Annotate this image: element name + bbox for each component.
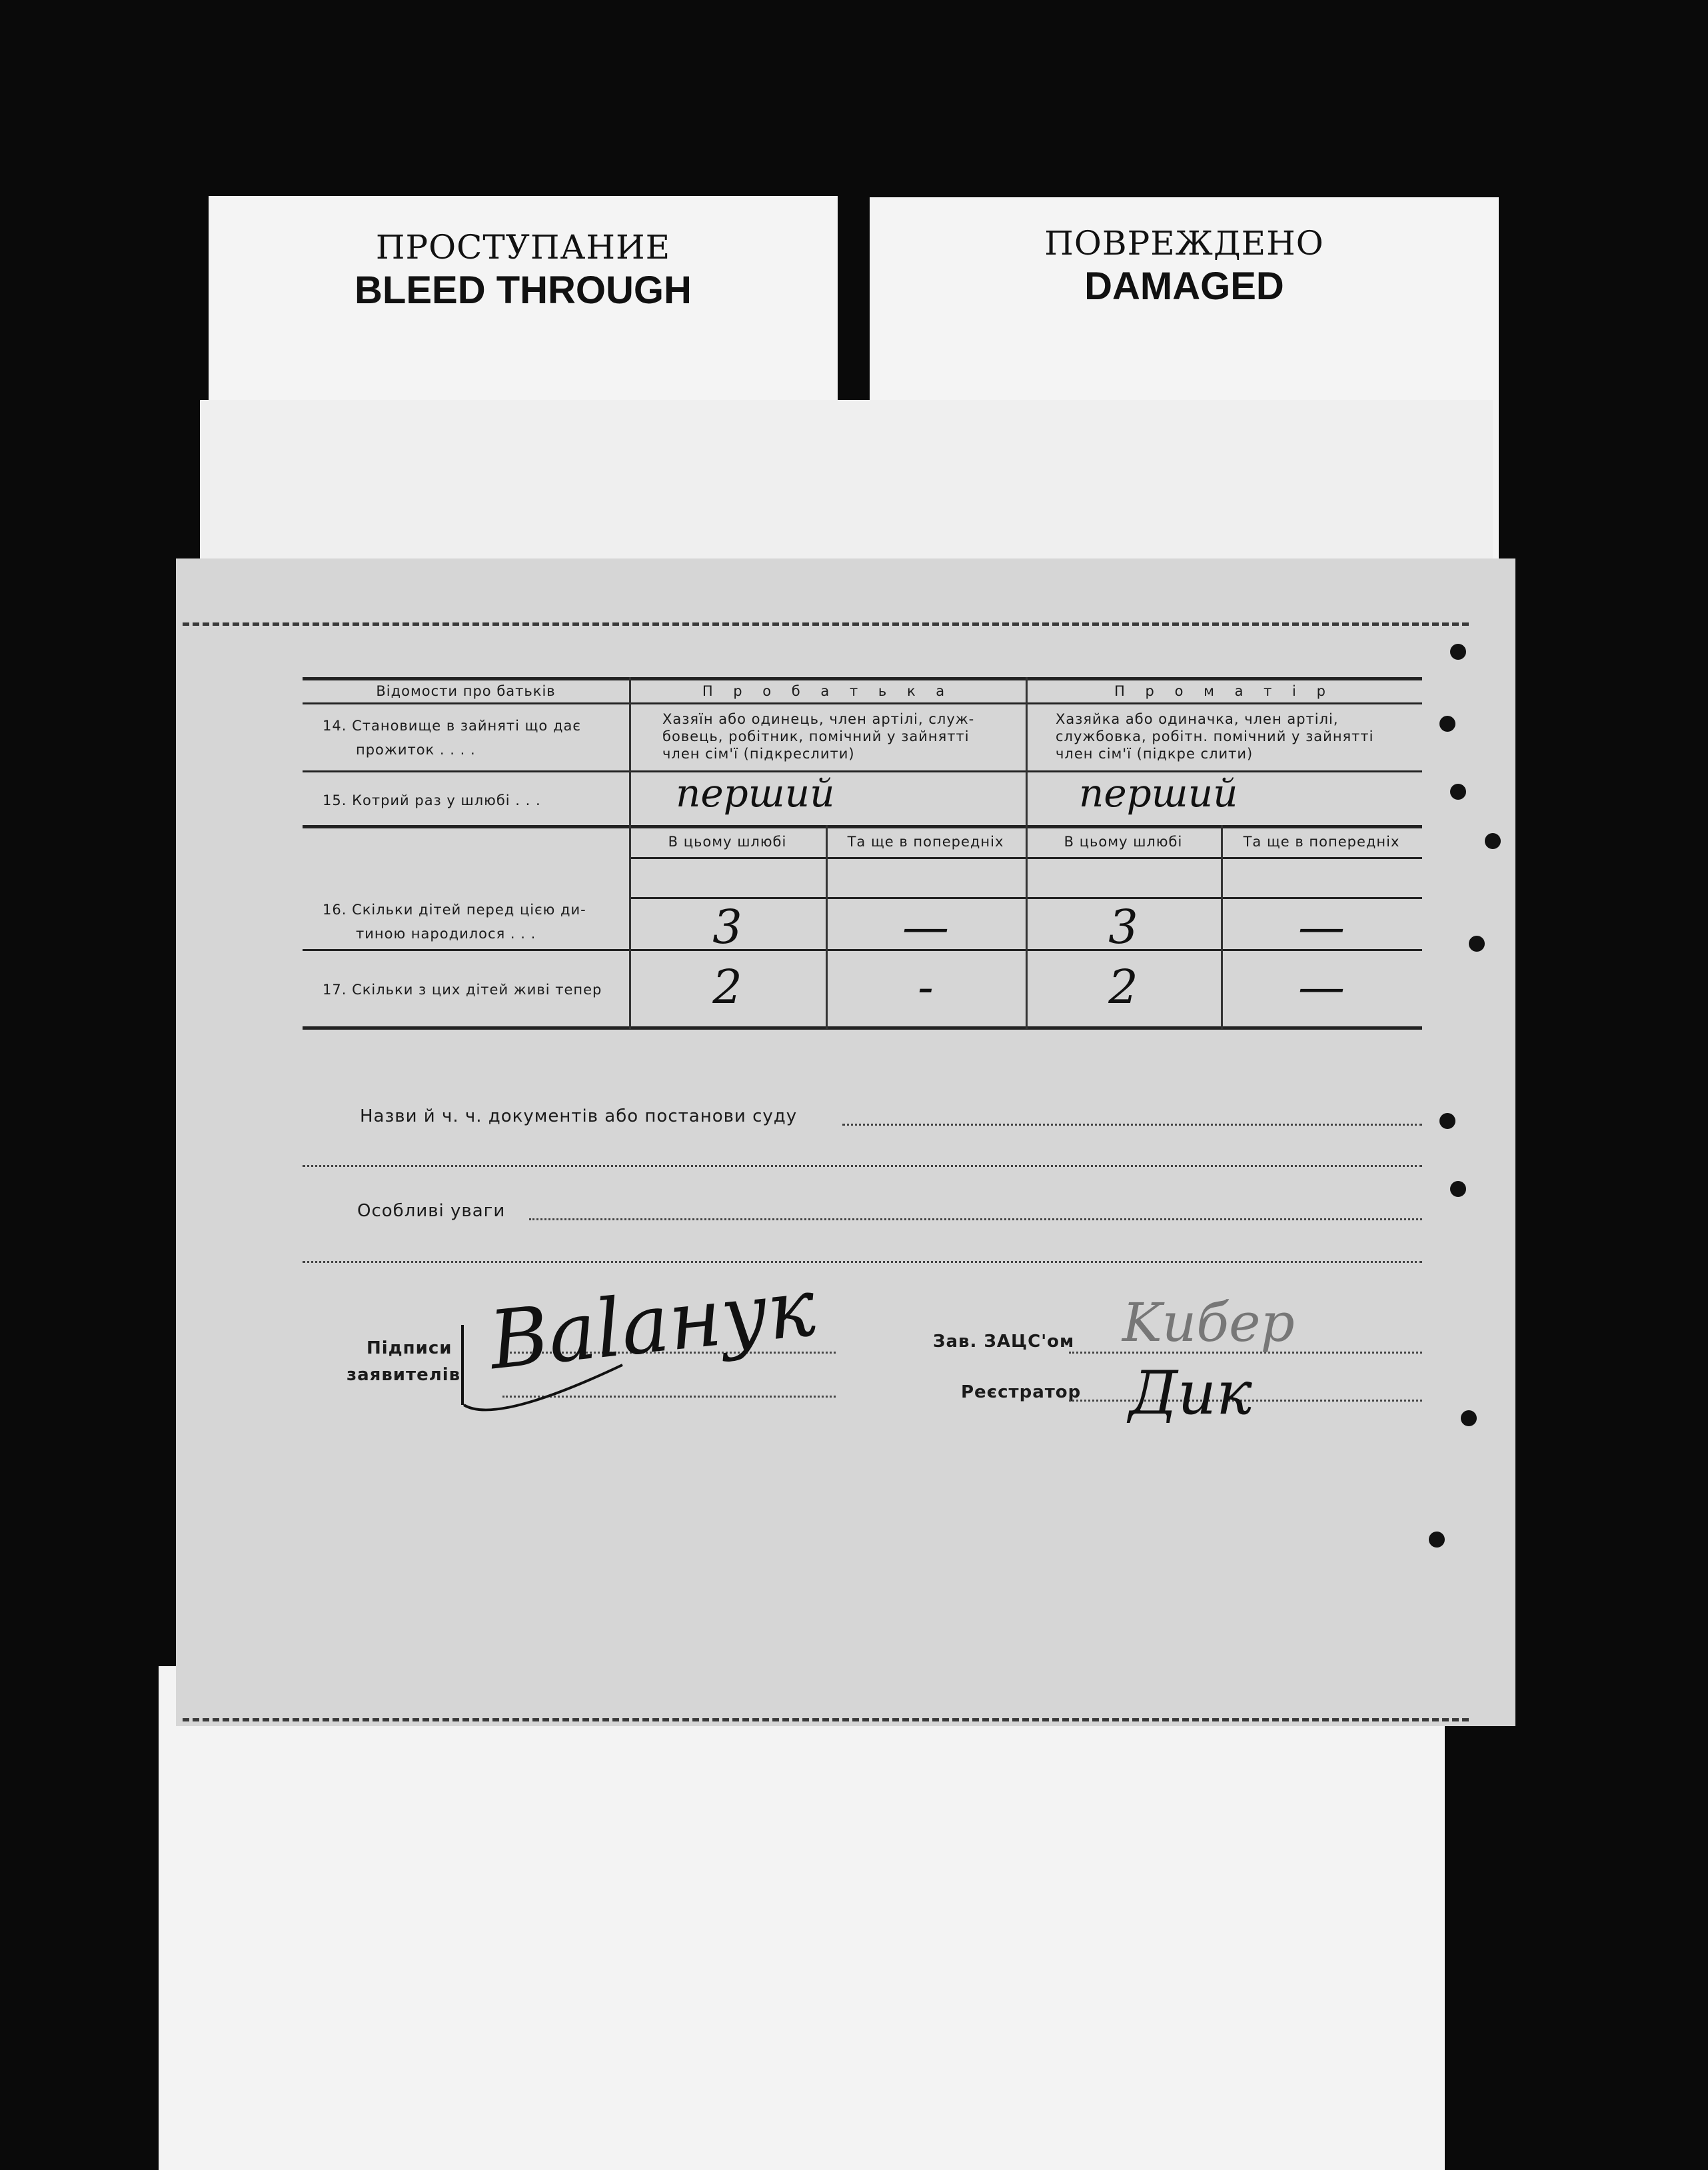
subheader-mother-this: В цьому шлюбі — [1064, 834, 1183, 850]
row16-label-2: тиною народилося . . . — [356, 926, 536, 942]
registration-form-page — [176, 558, 1515, 1726]
punch-hole — [1469, 936, 1485, 952]
bleed-through-ru: ПРОСТУПАНИЕ — [375, 228, 671, 267]
punch-hole — [1450, 1181, 1466, 1197]
row17-mother-this: 2 — [1108, 960, 1138, 1014]
header-father: П р о б а т ь к а — [702, 683, 953, 699]
subheader-father-previous: Та ще в попередніх — [847, 834, 1004, 850]
damaged-en: DAMAGED — [1084, 265, 1284, 308]
head-zags-label: Зав. ЗАЦС'ом — [933, 1332, 1075, 1352]
punch-hole — [1461, 1410, 1477, 1426]
bleed-through-en: BLEED THROUGH — [355, 269, 692, 312]
punch-hole — [1450, 644, 1466, 660]
row14-label-1: 14. Становище в зайняті що дає — [323, 718, 581, 734]
subheader-father-this: В цьому шлюбі — [668, 834, 787, 850]
applicants-label-2: заявителів — [347, 1365, 461, 1385]
applicant-signature: Balaнук — [485, 1261, 820, 1388]
row16-father-previous: — — [902, 900, 949, 954]
punch-hole — [1450, 784, 1466, 800]
row17-father-previous: - — [918, 960, 934, 1014]
perforation-bottom — [183, 1718, 1469, 1721]
row14-mother-3: член сім'ї (підкре слити) — [1056, 746, 1254, 762]
parents-info-table — [303, 677, 1422, 1014]
documents-line-1 — [842, 1124, 1422, 1126]
notes-line-1 — [529, 1218, 1422, 1220]
documents-line-2 — [303, 1165, 1422, 1167]
subheader-mother-previous: Та ще в попередніх — [1243, 834, 1400, 850]
row14-father-2: бовець, робітник, помічний у зайнятті — [662, 728, 970, 744]
row14-label-2: прожиток . . . . — [356, 742, 476, 758]
header-mother: П р о м а т і р — [1114, 683, 1333, 699]
documents-label: Назви й ч. ч. документів або постанови суду — [360, 1106, 798, 1126]
row17-mother-previous: — — [1298, 960, 1345, 1014]
row16-label-1: 16. Скільки дітей перед цією ди- — [323, 902, 586, 918]
row17-father-this: 2 — [712, 960, 742, 1014]
row14-father-1: Хазяїн або одинець, член артілі, служ- — [662, 711, 975, 727]
notes-line-2 — [303, 1261, 1422, 1263]
registrar-signature: Дик — [1129, 1358, 1252, 1428]
row14-mother-1: Хазяйка або одиначка, член артілі, — [1056, 711, 1339, 727]
applicant-signature-flourish — [456, 1312, 642, 1418]
row15-father-value: перший — [676, 770, 835, 816]
damaged-ru: ПОВРЕЖДЕНО — [1044, 224, 1324, 263]
row14-mother-2: службовка, робітн. помічний у зайнятті — [1056, 728, 1374, 744]
row15-label: 15. Котрий раз у шлюбі . . . — [323, 792, 541, 808]
header-parents: Відомости про батьків — [376, 683, 556, 699]
punch-hole — [1439, 716, 1455, 732]
punch-hole — [1429, 1532, 1445, 1548]
head-signature: Kибер — [1122, 1292, 1295, 1354]
perforation-top — [183, 622, 1469, 626]
notes-label: Особливі уваги — [357, 1201, 506, 1221]
backing-sheet-bottom — [159, 1666, 1445, 2170]
registrar-label: Реєстратор — [961, 1382, 1082, 1402]
punch-hole — [1439, 1113, 1455, 1129]
row17-label: 17. Скільки з цих дітей живі тепер — [323, 982, 602, 998]
row15-mother-value: перший — [1079, 770, 1238, 816]
row16-father-this: 3 — [712, 900, 742, 954]
row14-father-3: член сім'ї (підкреслити) — [662, 746, 855, 762]
applicants-label-1: Підписи — [367, 1338, 452, 1358]
row16-mother-this: 3 — [1108, 900, 1138, 954]
row16-mother-previous: — — [1298, 900, 1345, 954]
punch-hole — [1485, 833, 1501, 849]
